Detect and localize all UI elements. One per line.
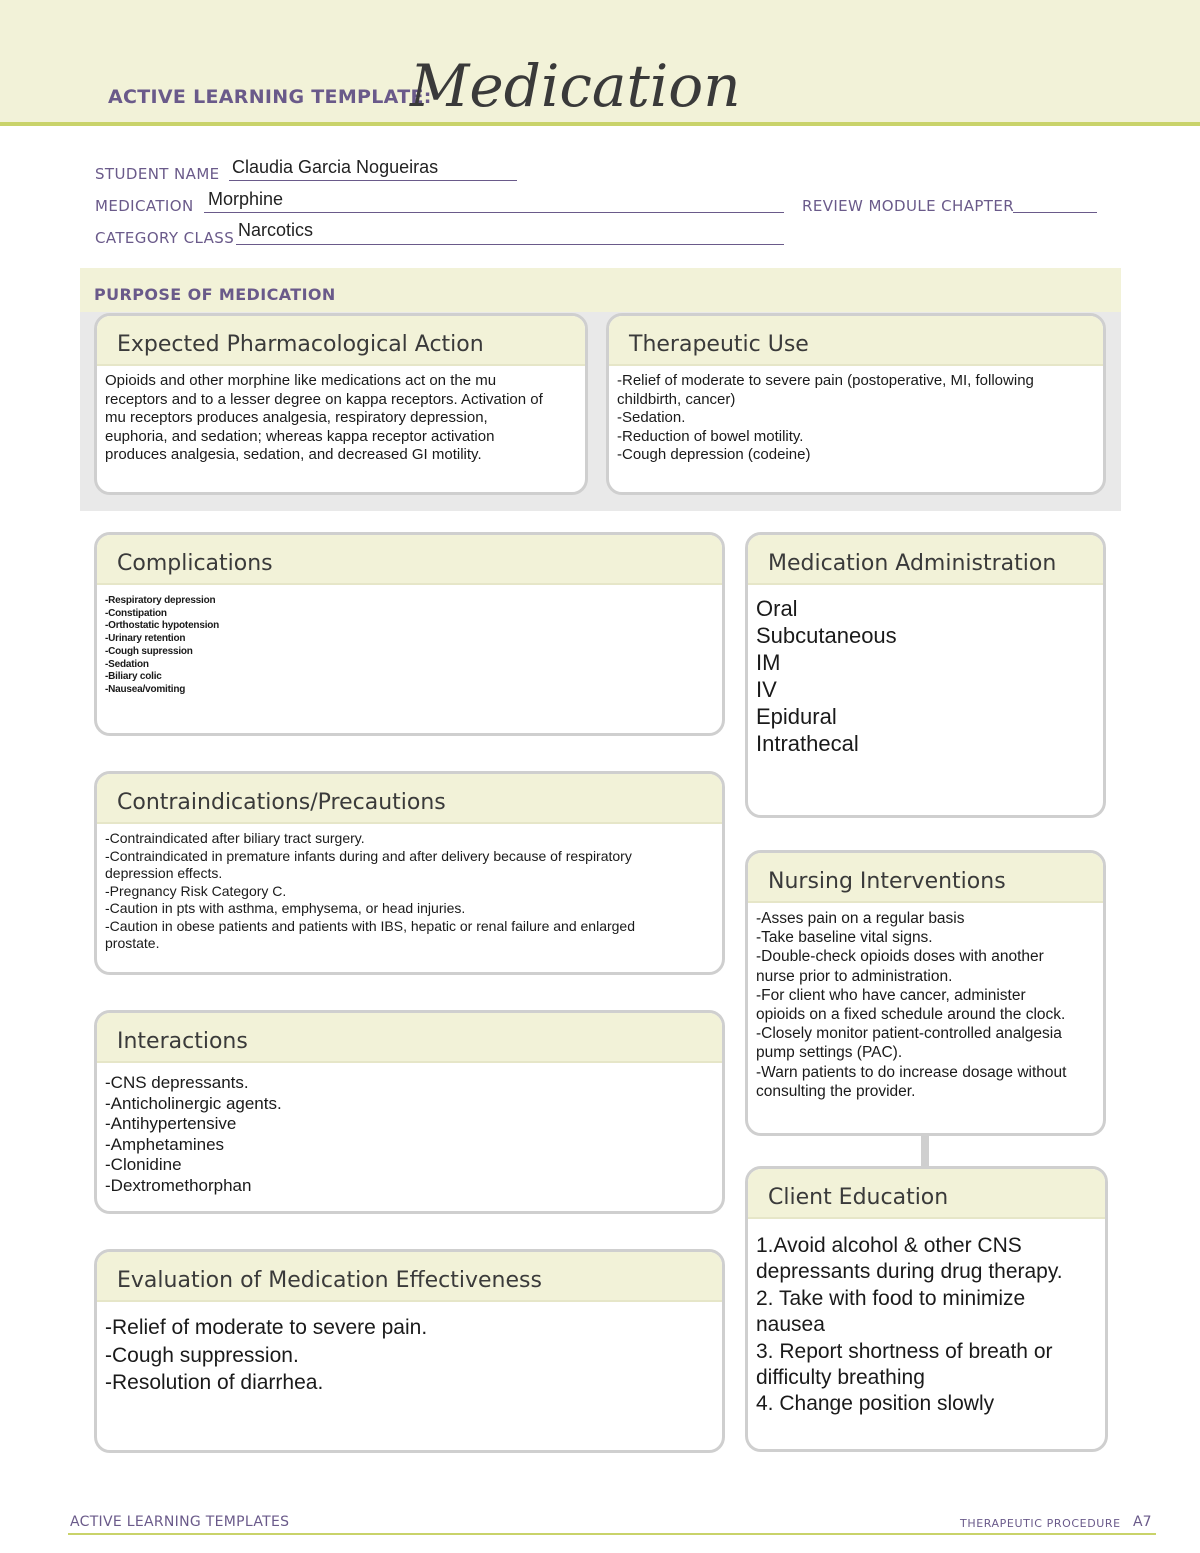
text-line: prostate. [105,935,160,951]
text-line: -Nausea/vomiting [105,683,186,695]
text-line: -For client who have cancer, administer [756,986,1026,1004]
text-line: euphoria, and sedation; whereas kappa receptor activation [105,427,495,445]
text-line: -Contraindicated in premature infants during and after delivery because of respiratory [105,847,632,864]
complications-body[interactable] [97,585,722,703]
text-line: -Closely monitor patient-controlled analgesia [756,1025,1062,1043]
text-line: -Antihypertensive [105,1114,237,1134]
text-line: 3. Report shortness of breath or [756,1339,1053,1363]
text-line: -Cough supression [105,645,193,657]
category-class-value[interactable]: Narcotics [238,220,314,240]
medication-underline [204,212,784,213]
text-line: -CNS depressants. [105,1073,249,1092]
student-name-value[interactable]: Claudia Garcia Nogueiras [232,157,439,177]
page-number: A7 [1133,1514,1152,1530]
text-line: -Cough depression (codeine) [617,446,811,463]
nursing-title: Nursing Interventions [748,853,1103,903]
text-line: produces analgesia, sedation, and decreased GI motility. [105,446,482,463]
footer-right: THERAPEUTIC PROCEDURE [960,1517,1121,1530]
medication-label: MEDICATION [95,197,194,215]
medication-value[interactable]: Morphine [208,189,284,209]
evaluation-body[interactable] [97,1302,722,1403]
text-line: depression effects. [105,865,223,881]
purpose-title: PURPOSE OF MEDICATION [94,285,336,304]
text-line: -Warn patients to do increase dosage without [756,1063,1067,1081]
student-name-label: STUDENT NAME [95,165,220,183]
text-line: Intrathecal [756,731,859,756]
text-line: -Anticholinergic agents. [105,1093,282,1113]
text-line: -Take baseline vital signs. [756,929,933,947]
text-line: -Amphetamines [105,1134,225,1154]
text-line: -Biliary colic [105,671,162,683]
template-label: ACTIVE LEARNING TEMPLATE: [108,86,432,108]
text-line: -Constipation [105,607,167,619]
text-line: childbirth, cancer) [617,390,736,408]
text-line: -Sedation [105,658,149,670]
review-module-label: REVIEW MODULE CHAPTER [802,197,1015,215]
text-line: -Caution in pts with asthma, emphysema, or head injuries. [105,900,466,916]
text-line: pump settings (PAC). [756,1044,903,1062]
text-line: -Dextromethorphan [105,1175,252,1195]
text-line: IM [756,650,781,675]
complications-title: Complications [97,535,722,585]
text-line: Opioids and other morphine like medications act on the mu [105,372,497,389]
text-line: -Respiratory depression [105,595,216,606]
footer-left: ACTIVE LEARNING TEMPLATES [70,1514,290,1530]
client-education-card [745,1166,1108,1452]
interactions-body[interactable] [97,1063,722,1203]
category-class-label: CATEGORY CLASS [95,229,235,247]
text-line: nausea [756,1313,825,1337]
contraindications-title: Contraindications/Precautions [97,774,722,824]
therapeutic-use-card [606,313,1106,495]
expected-action-title: Expected Pharmacological Action [97,316,585,366]
text-line: -Relief of moderate to severe pain (postoperative, MI, following [617,372,1034,389]
review-module-underline[interactable] [1013,212,1097,213]
client-education-title: Client Education [748,1169,1105,1219]
med-admin-card [745,532,1106,818]
contraindications-body[interactable] [97,824,722,959]
expected-action-body[interactable] [97,366,585,471]
student-name-underline [229,180,517,181]
text-line: nurse prior to administration. [756,967,953,985]
text-line: difficulty breathing [756,1366,925,1390]
text-line: Subcutaneous [756,623,897,648]
text-line: receptors and to a lesser degree on kappa receptors. Activation of [105,390,543,408]
connector-bar [921,1133,929,1167]
page-title: Medication [410,52,741,120]
therapeutic-use-title: Therapeutic Use [609,316,1103,366]
expected-action-card [94,313,588,495]
therapeutic-use-body[interactable] [609,366,1103,471]
nursing-card [745,850,1106,1136]
text-line: opioids on a fixed schedule around the clock. [756,1006,1066,1024]
nursing-body[interactable] [748,903,1103,1107]
text-line: 1.Avoid alcohol & other CNS [756,1234,1022,1257]
text-line: -Sedation. [617,409,686,426]
text-line: -Pregnancy Risk Category C. [105,882,287,899]
interactions-card [94,1010,725,1214]
med-admin-title: Medication Administration [748,535,1103,585]
complications-card [94,532,725,736]
text-line: mu receptors produces analgesia, respiratory depression, [105,409,488,426]
text-line: IV [756,677,777,702]
text-line: consulting the provider. [756,1082,916,1100]
evaluation-title: Evaluation of Medication Effectiveness [97,1252,722,1302]
footer-rule [68,1533,1156,1535]
text-line: 4. Change position slowly [756,1392,995,1416]
text-line: 2. Take with food to minimize [756,1286,1026,1310]
text-line: -Reduction of bowel motility. [617,427,804,445]
contraindications-card [94,771,725,975]
text-line: -Caution in obese patients and patients with IBS, hepatic or renal failure and enlarged [105,917,636,934]
interactions-title: Interactions [97,1013,722,1063]
client-education-body[interactable] [748,1219,1105,1424]
text-line: -Double-check opioids doses with another [756,948,1044,966]
header-rule [0,122,1200,126]
text-line: depressants during drug therapy. [756,1260,1063,1284]
text-line: -Cough suppression. [105,1343,299,1367]
evaluation-card [94,1249,725,1453]
med-admin-body[interactable] [748,585,1103,763]
text-line: -Resolution of diarrhea. [105,1371,324,1394]
text-line: -Urinary retention [105,633,186,645]
text-line: Epidural [756,704,837,729]
text-line: -Asses pain on a regular basis [756,910,965,927]
text-line: -Contraindicated after biliary tract surgery. [105,830,365,846]
category-class-underline [236,244,784,245]
text-line: Oral [756,596,798,621]
text-line: -Orthostatic hypotension [105,620,220,632]
text-line: -Clonidine [105,1155,182,1175]
text-line: -Relief of moderate to severe pain. [105,1316,428,1339]
